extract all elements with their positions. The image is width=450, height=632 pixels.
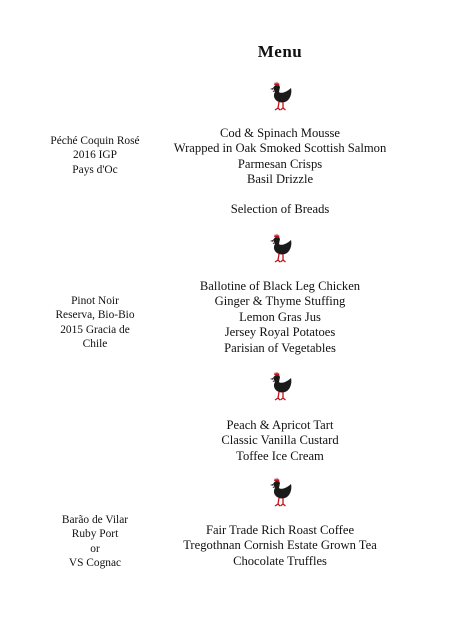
wine-line: VS Cognac: [68, 557, 122, 570]
rooster-icon: [267, 232, 293, 264]
course-1-dishes: [130, 126, 430, 188]
wine-line: Ruby Port: [71, 528, 119, 541]
dish-line: Cod & Spinach Mousse: [220, 126, 340, 140]
wine-line: 2016 IGP: [73, 149, 117, 162]
dish-line: Lemon Gras Jus: [239, 309, 321, 324]
wine-line: 2015 Gracia de: [60, 323, 130, 336]
rooster-icon: [267, 80, 293, 112]
dish-line: Toffee Ice Cream: [236, 448, 324, 463]
dish-line: Chocolate Truffles: [233, 553, 327, 568]
wine-line: Reserva, Bio-Bio: [55, 309, 135, 322]
dish-line: Basil Drizzle: [246, 172, 314, 187]
dish-line: Jersey Royal Potatoes: [224, 325, 336, 340]
dish-line: Wrapped in Oak Smoked Scottish Salmon: [173, 141, 387, 156]
wine-line: Pays d'Oc: [72, 163, 118, 176]
dish-line: Ballotine of Black Leg Chicken: [199, 279, 361, 293]
dish-line: Classic Vanilla Custard: [221, 433, 339, 448]
wine-line: Pinot Noir: [71, 295, 119, 307]
wine-line: Barão de Vilar: [61, 514, 129, 526]
breads-line: Selection of Breads: [230, 202, 330, 216]
dish-line: Parmesan Crisps: [237, 156, 323, 171]
course-2-wine: [20, 294, 170, 352]
dish-line: Ginger & Thyme Stuffing: [214, 294, 346, 309]
wine-line: or: [90, 542, 100, 555]
dish-line: Parisian of Vegetables: [224, 340, 336, 355]
course-1-wine: [20, 134, 170, 177]
dish-line: Fair Trade Rich Roast Coffee: [205, 523, 355, 537]
dish-line: Tregothnan Cornish Estate Grown Tea: [183, 538, 377, 553]
wine-line: Chile: [82, 338, 108, 351]
wine-line: Péché Coquin Rosé: [50, 135, 140, 147]
dish-line: Peach & Apricot Tart: [226, 418, 334, 432]
menu-title: Menu: [257, 42, 303, 61]
course-4-dishes: [130, 523, 430, 569]
rooster-icon: [267, 370, 293, 402]
course-2-dishes: [130, 279, 430, 356]
course-3-dishes: [130, 418, 430, 464]
rooster-icon: [267, 476, 293, 508]
